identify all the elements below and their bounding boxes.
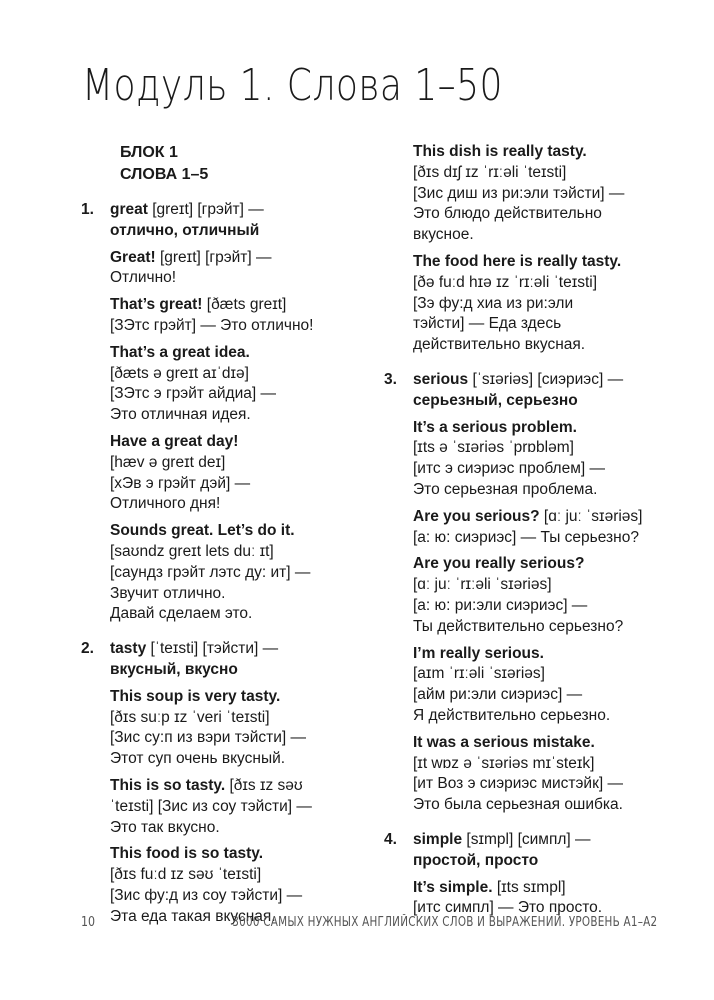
example-line: вкусное. xyxy=(413,226,474,244)
entry-number: 3. xyxy=(384,370,397,388)
example-line: Отлично! xyxy=(110,269,177,287)
example xyxy=(413,878,659,920)
example-line: Это так вкусно. xyxy=(110,818,220,836)
example-line: тэйсти] — Еда здесь xyxy=(413,315,562,333)
example-line: [hæv ə greɪt deɪ] xyxy=(110,453,226,471)
example-line: [Зис су:п из вэри тэйсти] — xyxy=(110,729,306,747)
entry-continuation xyxy=(384,142,659,356)
example-line: [ðə fuːd hɪə ɪz ˈrɪːəli ˈteɪsti] xyxy=(413,273,598,291)
example xyxy=(413,644,659,727)
example xyxy=(413,142,659,246)
example-line: Давай сделаем это. xyxy=(110,605,253,623)
example-english: This food is so tasty. xyxy=(110,845,264,863)
example-line: [итс симпл] — Это просто. xyxy=(413,899,603,917)
example xyxy=(110,248,346,290)
page-footer xyxy=(81,915,657,930)
example-line: Это блюдо действительно xyxy=(413,205,602,223)
example-line: Это была серьезная ошибка. xyxy=(413,796,623,814)
example-english: Are you really serious? xyxy=(413,555,585,573)
example-line: Это серьезная проблема. xyxy=(413,480,598,498)
example-english: The food here is really tasty. xyxy=(413,252,622,270)
example-line: [ðɪs dɪʃ ɪz ˈrɪːəli ˈteɪsti] xyxy=(413,163,567,181)
example-line: [а: ю: сиэриэс] — Ты серьезно? xyxy=(413,528,639,546)
block-words-range: СЛОВА 1–5 xyxy=(120,166,209,183)
example-line: [ЗЭтс грэйт] — Это отлично! xyxy=(110,316,314,334)
page-title: Модуль 1. Слова 1–50 xyxy=(82,60,503,111)
example-english: Have a great day! xyxy=(110,432,239,450)
example-english: It’s a serious problem. xyxy=(413,418,577,436)
example-line: [aɪm ˈrɪːəli ˈsɪəriəs] xyxy=(413,665,545,683)
example xyxy=(413,733,659,816)
example-line: Отличного дня! xyxy=(110,495,221,513)
example-line: Этот суп очень вкусный. xyxy=(110,750,286,768)
example-english: That’s great! xyxy=(110,296,203,314)
entry-meaning: простой, просто xyxy=(413,851,539,869)
example-english: I’m really serious. xyxy=(413,644,544,662)
example-line: [ðæts ə greɪt aɪˈdɪə] xyxy=(110,364,249,382)
example-line: Я действительно серьезно. xyxy=(413,706,611,724)
example-line: [ðɪs fuːd ɪz səʊ ˈteɪsti] xyxy=(110,866,262,884)
example-english: It’s simple. xyxy=(413,878,493,896)
entry-transcription: [ˈteɪsti] [тэйсти] — xyxy=(146,640,279,658)
example-english: This dish is really tasty. xyxy=(413,143,587,160)
example-transcription: [ɪts sɪmpl] xyxy=(492,878,566,896)
example-english: This soup is very tasty. xyxy=(110,687,281,705)
example xyxy=(413,418,659,501)
example-line: [ðɪs suːp ɪz ˈveri ˈteɪsti] xyxy=(110,708,270,726)
example xyxy=(110,687,346,770)
entry-transcription: [sɪmpl] [симпл] — xyxy=(462,830,591,848)
example-line: [Зис фу:д из соу тэйсти] — xyxy=(110,886,303,904)
example-line: [а: ю: ри:эли сиэриэс] — xyxy=(413,596,588,614)
example-english: Great! xyxy=(110,248,156,266)
example-line: [Зэ фу:д хиа из ри:эли xyxy=(413,294,574,312)
entry-number: 1. xyxy=(81,201,94,218)
word-entry xyxy=(81,200,346,625)
example-line: [ЗЭтс э грэйт айдиа] — xyxy=(110,385,276,403)
example-english: Are you serious? xyxy=(413,507,540,525)
example xyxy=(110,432,346,515)
example-transcription: [ɑː juː ˈsɪəriəs] xyxy=(539,507,643,525)
example-line: [saʊndz greɪt lets duː ɪt] xyxy=(110,542,274,560)
example xyxy=(413,554,659,637)
example-line: Звучит отлично. xyxy=(110,584,226,602)
example xyxy=(110,343,346,426)
entry-meaning: вкусный, вкусно xyxy=(110,660,238,678)
example-line: [хЭв э грэйт дэй] — xyxy=(110,474,251,492)
example-transcription: [ðæts greɪt] xyxy=(202,296,287,314)
word-entry xyxy=(384,370,659,816)
entry-word: serious xyxy=(413,370,469,388)
example-line: Ты действительно серьезно? xyxy=(413,617,624,635)
example-line: Эта еда такая вкусная. xyxy=(110,907,276,925)
word-entry xyxy=(384,830,659,919)
example-line: [итс э сиэриэс проблем] — xyxy=(413,460,605,478)
example-english: It was a serious mistake. xyxy=(413,733,595,751)
example-line: [ɑː juː ˈrɪːəli ˈsɪəriəs] xyxy=(413,576,552,594)
entry-transcription: [greɪt] [грэйт] — xyxy=(147,201,264,218)
example-transcription: [greɪt] [грэйт] — xyxy=(155,248,272,266)
example xyxy=(110,776,346,838)
example-line: Это отличная идея. xyxy=(110,406,251,424)
entry-transcription: [ˈsɪəriəs] [сиэриэс] — xyxy=(468,370,624,388)
entry-meaning: серьезный, серьезно xyxy=(413,391,578,409)
entry-word: tasty xyxy=(110,640,147,658)
entry-word: simple xyxy=(413,830,463,848)
entry-number: 4. xyxy=(384,830,397,848)
entry-word: great xyxy=(110,201,148,218)
example-line: [ɪt wɒz ə ˈsɪəriəs mɪˈsteɪk] xyxy=(413,754,595,772)
example xyxy=(110,521,346,625)
example-line: ˈteɪsti] [Зис из соу тэйсти] — xyxy=(110,797,312,815)
example-english: This is so tasty. xyxy=(110,776,226,794)
example-line: действительно вкусная. xyxy=(413,336,586,354)
example-english: Sounds great. Let’s do it. xyxy=(110,522,295,540)
right-column xyxy=(384,142,659,919)
example xyxy=(413,252,659,356)
example-line: [ɪts ə ˈsɪəriəs ˈprɒbləm] xyxy=(413,439,574,457)
entry-number: 2. xyxy=(81,640,94,658)
example xyxy=(413,507,659,549)
example-line: [Зис диш из ри:эли тэйсти] — xyxy=(413,184,625,202)
left-column xyxy=(81,142,346,928)
entry-meaning: отлично, отличный xyxy=(110,221,260,239)
example-line: [ит Воз э сиэриэс мистэйк] — xyxy=(413,775,623,793)
page-number: 10 xyxy=(81,915,96,930)
example-english: That’s a great idea. xyxy=(110,343,250,361)
example-transcription: [ðɪs ɪz səʊ xyxy=(225,776,303,794)
book-title: 3000 САМЫХ НУЖНЫХ АНГЛИЙСКИХ СЛОВ И ВЫРАЖЕНИЙ. УРОВЕНЬ A1–A2 xyxy=(231,915,657,930)
block-heading xyxy=(120,142,346,186)
example-line: [саундз грэйт лэтс ду: ит] — xyxy=(110,563,311,581)
example xyxy=(110,295,346,337)
block-label: БЛОК 1 xyxy=(120,144,178,161)
example-line: [айм ри:эли сиэриэс] — xyxy=(413,686,583,704)
word-entry xyxy=(81,639,346,927)
